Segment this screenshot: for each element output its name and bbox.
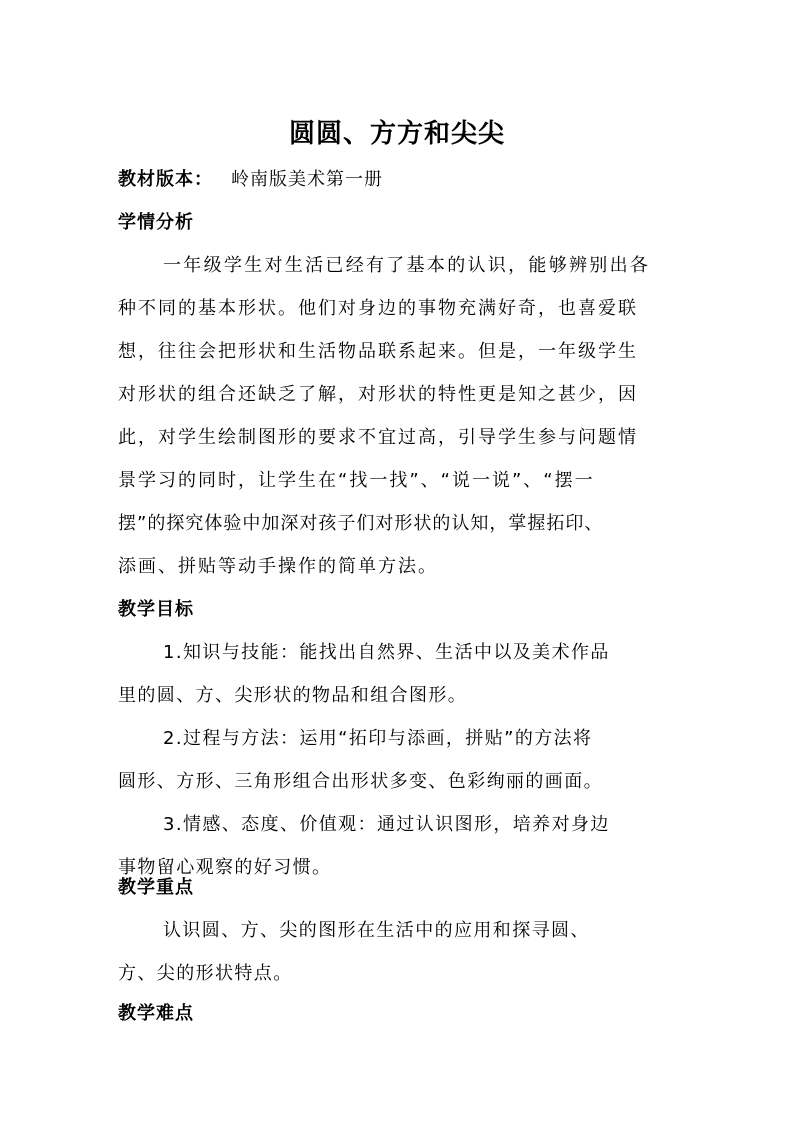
- paragraph-line: 此，对学生绘制图形的要求不宜过高，引导学生参与问题情: [118, 427, 638, 448]
- paragraph-line: 一年级学生对生活已经有了基本的认识，能够辨别出各: [163, 255, 651, 276]
- paragraph-line: 认识圆、方、尖的图形在生活中的应用和探寻圆、: [163, 920, 590, 941]
- textbook-version-value: 岭南版美术第一册: [231, 169, 383, 190]
- paragraph-line: 景学习的同时，让学生在“找一找”、“说一说”、“摆一: [118, 470, 595, 491]
- paragraph-line: 2.过程与方法：运用“拓印与添画，拼贴”的方法将: [163, 728, 593, 749]
- paragraph-line: 摆”的探究体验中加深对孩子们对形状的认知，掌握拓印、: [118, 513, 604, 534]
- section-heading-xueqing: 学情分析: [118, 212, 194, 233]
- textbook-version-label: 教材版本：: [118, 169, 213, 190]
- document-title: 圆圆、方方和尖尖: [288, 119, 505, 149]
- paragraph-line: 种不同的基本形状。他们对身边的事物充满好奇，也喜爱联: [118, 298, 638, 319]
- paragraph-line: 对形状的组合还缺乏了解，对形状的特性更是知之甚少，因: [118, 384, 638, 405]
- textbook-version-row: [118, 166, 383, 194]
- section-heading-zhongdian: 教学重点: [118, 877, 194, 898]
- paragraph-line: 3.情感、态度、价值观：通过认识图形，培养对身边: [163, 814, 610, 835]
- section-heading-nandian: 教学难点: [118, 1003, 194, 1024]
- paragraph-line: 想，往往会把形状和生活物品联系起来。但是，一年级学生: [118, 341, 638, 362]
- paragraph-line: 方、尖的形状特点。: [118, 963, 293, 984]
- paragraph-line: 圆形、方形、三角形组合出形状多变、色彩绚丽的画面。: [118, 771, 603, 792]
- paragraph-line: 1.知识与技能：能找出自然界、生活中以及美术作品: [163, 642, 610, 663]
- paragraph-line: 里的圆、方、尖形状的物品和组合图形。: [118, 685, 468, 706]
- paragraph-line: 事物留心观察的好习惯。: [118, 857, 332, 878]
- paragraph-line: 添画、拼贴等动手操作的简单方法。: [118, 556, 438, 577]
- section-heading-mubiao: 教学目标: [118, 599, 194, 620]
